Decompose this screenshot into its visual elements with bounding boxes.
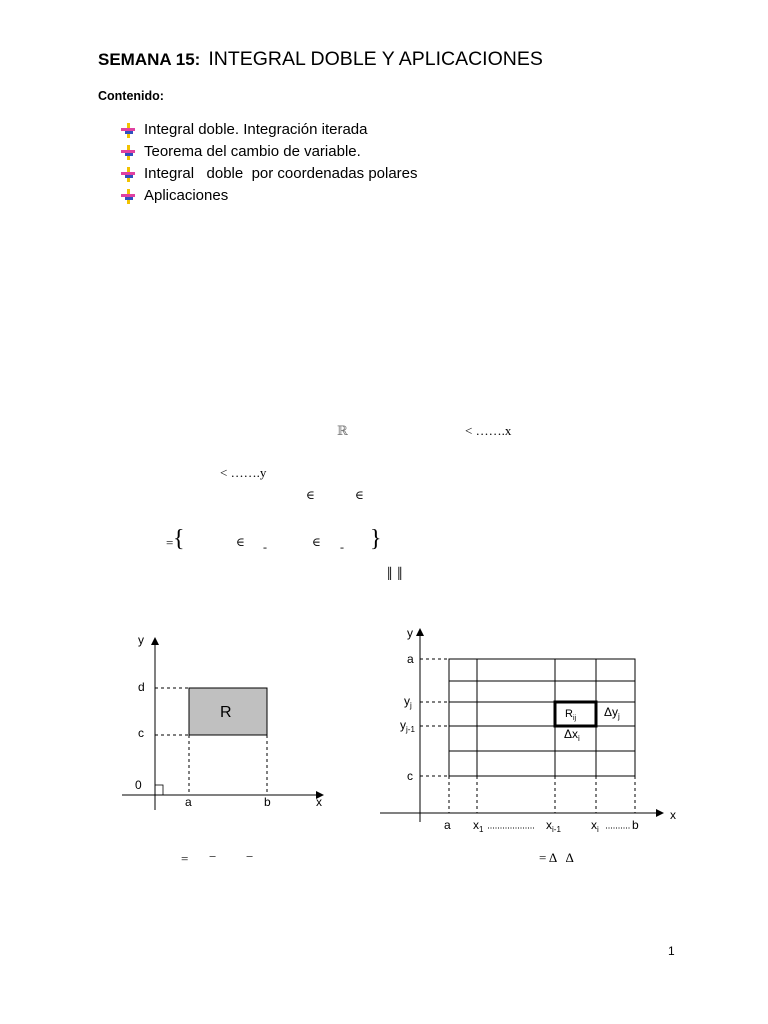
bullet-icon bbox=[120, 166, 136, 182]
tick-xi: $x_i$ bbox=[591, 818, 599, 834]
tick-a: a bbox=[185, 795, 192, 809]
topic-list bbox=[120, 119, 418, 207]
formula-less-y: < …….y bbox=[220, 465, 267, 480]
bullet-icon bbox=[120, 122, 136, 138]
tick-a-top: a bbox=[407, 652, 414, 666]
subscript-dash: - bbox=[263, 540, 267, 554]
equals-symbol: = bbox=[166, 535, 174, 550]
tick-d: d bbox=[138, 680, 145, 694]
element-of-symbol: ∈ bbox=[306, 488, 315, 502]
subrectangle-rij bbox=[555, 702, 596, 726]
region-label: R bbox=[220, 704, 232, 721]
tick-b: b bbox=[632, 818, 639, 832]
cell-label: $R_{ij}$ bbox=[565, 708, 577, 722]
guide-lines bbox=[420, 659, 635, 813]
x-axis-label: x bbox=[316, 795, 322, 809]
topic-label: Integral doble por coordenadas polares bbox=[144, 165, 418, 182]
area-equals: = bbox=[181, 851, 189, 866]
formula-less-x: < …….x bbox=[465, 423, 512, 438]
topic-label: Teorema del cambio de variable. bbox=[144, 143, 361, 160]
cell-area-formula: = Δ Δ bbox=[539, 850, 574, 865]
list-item bbox=[120, 119, 418, 141]
brace-open: { bbox=[173, 526, 185, 552]
tick-yj-1: $y_{j-1}$ bbox=[400, 718, 415, 734]
tick-b: b bbox=[264, 795, 271, 809]
element-of-symbol: ∈ bbox=[312, 535, 321, 549]
partition-grid-figure bbox=[378, 620, 678, 838]
list-item bbox=[120, 185, 418, 207]
bullet-icon bbox=[120, 188, 136, 204]
rectangle-region-figure bbox=[110, 625, 340, 820]
tick-c: c bbox=[407, 769, 413, 783]
reals-symbol: ℝ bbox=[337, 423, 348, 438]
page-number: 1 bbox=[668, 944, 675, 958]
tick-yj: $y_j$ bbox=[404, 694, 412, 710]
tick-a: a bbox=[444, 818, 451, 832]
topic-label: Aplicaciones bbox=[144, 187, 229, 204]
title-week: SEMANA 15: bbox=[98, 50, 201, 69]
title-topic: INTEGRAL DOBLE Y APLICACIONES bbox=[208, 48, 543, 70]
element-of-symbol: ∈ bbox=[236, 535, 245, 549]
list-item bbox=[120, 163, 418, 185]
contents-heading: Contenido: bbox=[98, 89, 164, 103]
tick-xi-1: $x_{i-1}$ bbox=[546, 818, 561, 834]
y-axis-label: y bbox=[138, 633, 144, 647]
origin-label: 0 bbox=[135, 778, 142, 792]
brace-close: } bbox=[370, 526, 382, 552]
tick-c: c bbox=[138, 726, 144, 740]
tick-x1: $x_1$ bbox=[473, 818, 484, 834]
x-axis-label: x bbox=[670, 808, 676, 822]
element-of-symbol: ∈ bbox=[355, 488, 364, 502]
area-minus: − bbox=[209, 849, 217, 864]
norm-symbol: ‖ ‖ bbox=[387, 564, 403, 585]
page-title bbox=[98, 48, 543, 71]
topic-label: Integral doble. Integración iterada bbox=[144, 121, 368, 138]
subscript-dash: - bbox=[340, 540, 344, 554]
origin-marker bbox=[155, 785, 163, 795]
delta-x-label: $\Delta x_i$ bbox=[564, 727, 580, 743]
area-minus: − bbox=[246, 849, 254, 864]
list-item bbox=[120, 141, 418, 163]
bullet-icon bbox=[120, 144, 136, 160]
delta-y-label: $\Delta y_j$ bbox=[604, 705, 620, 721]
y-axis-label: y bbox=[407, 626, 413, 640]
